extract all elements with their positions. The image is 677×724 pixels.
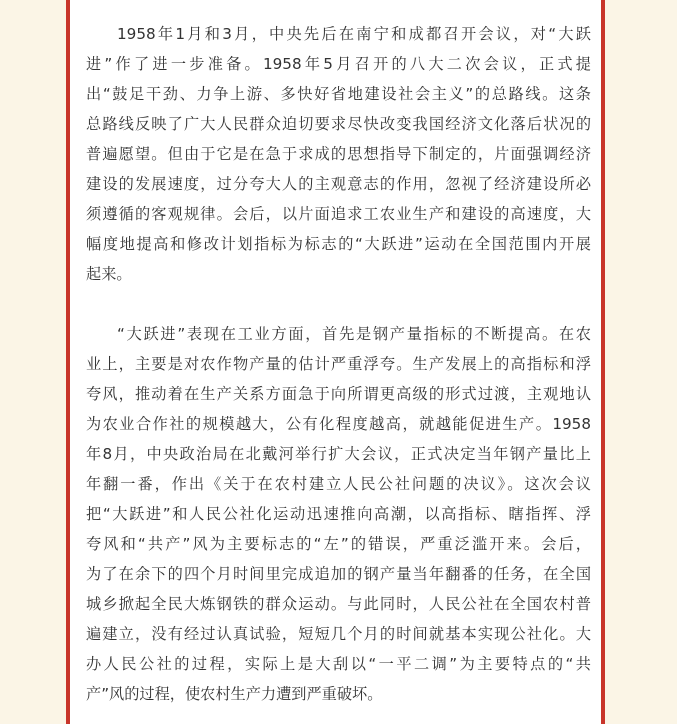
paragraph-line: 年翻一番，作出《关于在农村建立人民公社问题的决议》。这次会议 <box>86 475 591 493</box>
paragraph-line: 夸风，推动着在生产关系方面急于向所谓更高级的形式过渡，主观地认 <box>86 385 591 403</box>
paragraph-line: 普遍愿望。但由于它是在急于求成的思想指导下制定的，片面强调经济 <box>86 145 591 163</box>
paragraph-line: 业上，主要是对农作物产量的估计严重浮夸。生产发展上的高指标和浮 <box>86 355 591 373</box>
paragraph-line: 须遵循的客观规律。会后，以片面追求工农业生产和建设的高速度，大 <box>86 205 591 223</box>
paragraph-line: 年8月，中央政治局在北戴河举行扩大会议，正式决定当年钢产量比上 <box>86 445 591 463</box>
paragraph-1 <box>86 19 591 289</box>
paragraph-line: 为农业合作社的规模越大，公有化程度越高，就越能促进生产。1958 <box>86 415 591 433</box>
paragraph-line: 产”风的过程，使农村生产力遭到严重破坏。 <box>86 685 383 703</box>
paragraph-line: 为了在余下的四个月时间里完成追加的钢产量当年翻番的任务，在全国 <box>86 565 591 583</box>
paragraph-2 <box>86 319 591 709</box>
paragraph-line: 遍建立，没有经过认真试验，短短几个月的时间就基本实现公社化。大 <box>86 625 591 643</box>
paragraph-line: 幅度地提高和修改计划指标为标志的“大跃进”运动在全国范围内开展 <box>86 235 591 253</box>
paragraph-line: 建设的发展速度，过分夸大人的主观意志的作用，忽视了经济建设所必 <box>86 175 591 193</box>
paragraph-line: 1958年1月和3月，中央先后在南宁和成都召开会议，对“大跃 <box>117 25 591 43</box>
paragraph-line: 夸风和“共产”风为主要标志的“左”的错误，严重泛滥开来。会后， <box>86 535 591 553</box>
paragraph-line: “大跃进”表现在工业方面，首先是钢产量指标的不断提高。在农 <box>117 325 591 343</box>
paragraph-line: 出“鼓足干劲、力争上游、多快好省地建设社会主义”的总路线。这条 <box>86 85 591 103</box>
right-red-border <box>601 0 605 724</box>
paragraph-line: 办人民公社的过程，实际上是大刮以“一平二调”为主要特点的“共 <box>86 655 591 673</box>
paragraph-line: 起来。 <box>86 265 132 283</box>
paragraph-line: 总路线反映了广大人民群众迫切要求尽快改变我国经济文化落后状况的 <box>86 115 591 133</box>
paragraph-line: 把“大跃进”和人民公社化运动迅速推向高潮，以高指标、瞎指挥、浮 <box>86 505 591 523</box>
paragraph-line: 城乡掀起全民大炼钢铁的群众运动。与此同时，人民公社在全国农村普 <box>86 595 591 613</box>
paragraph-line: 进”作了进一步准备。1958年5月召开的八大二次会议，正式提 <box>86 55 591 73</box>
